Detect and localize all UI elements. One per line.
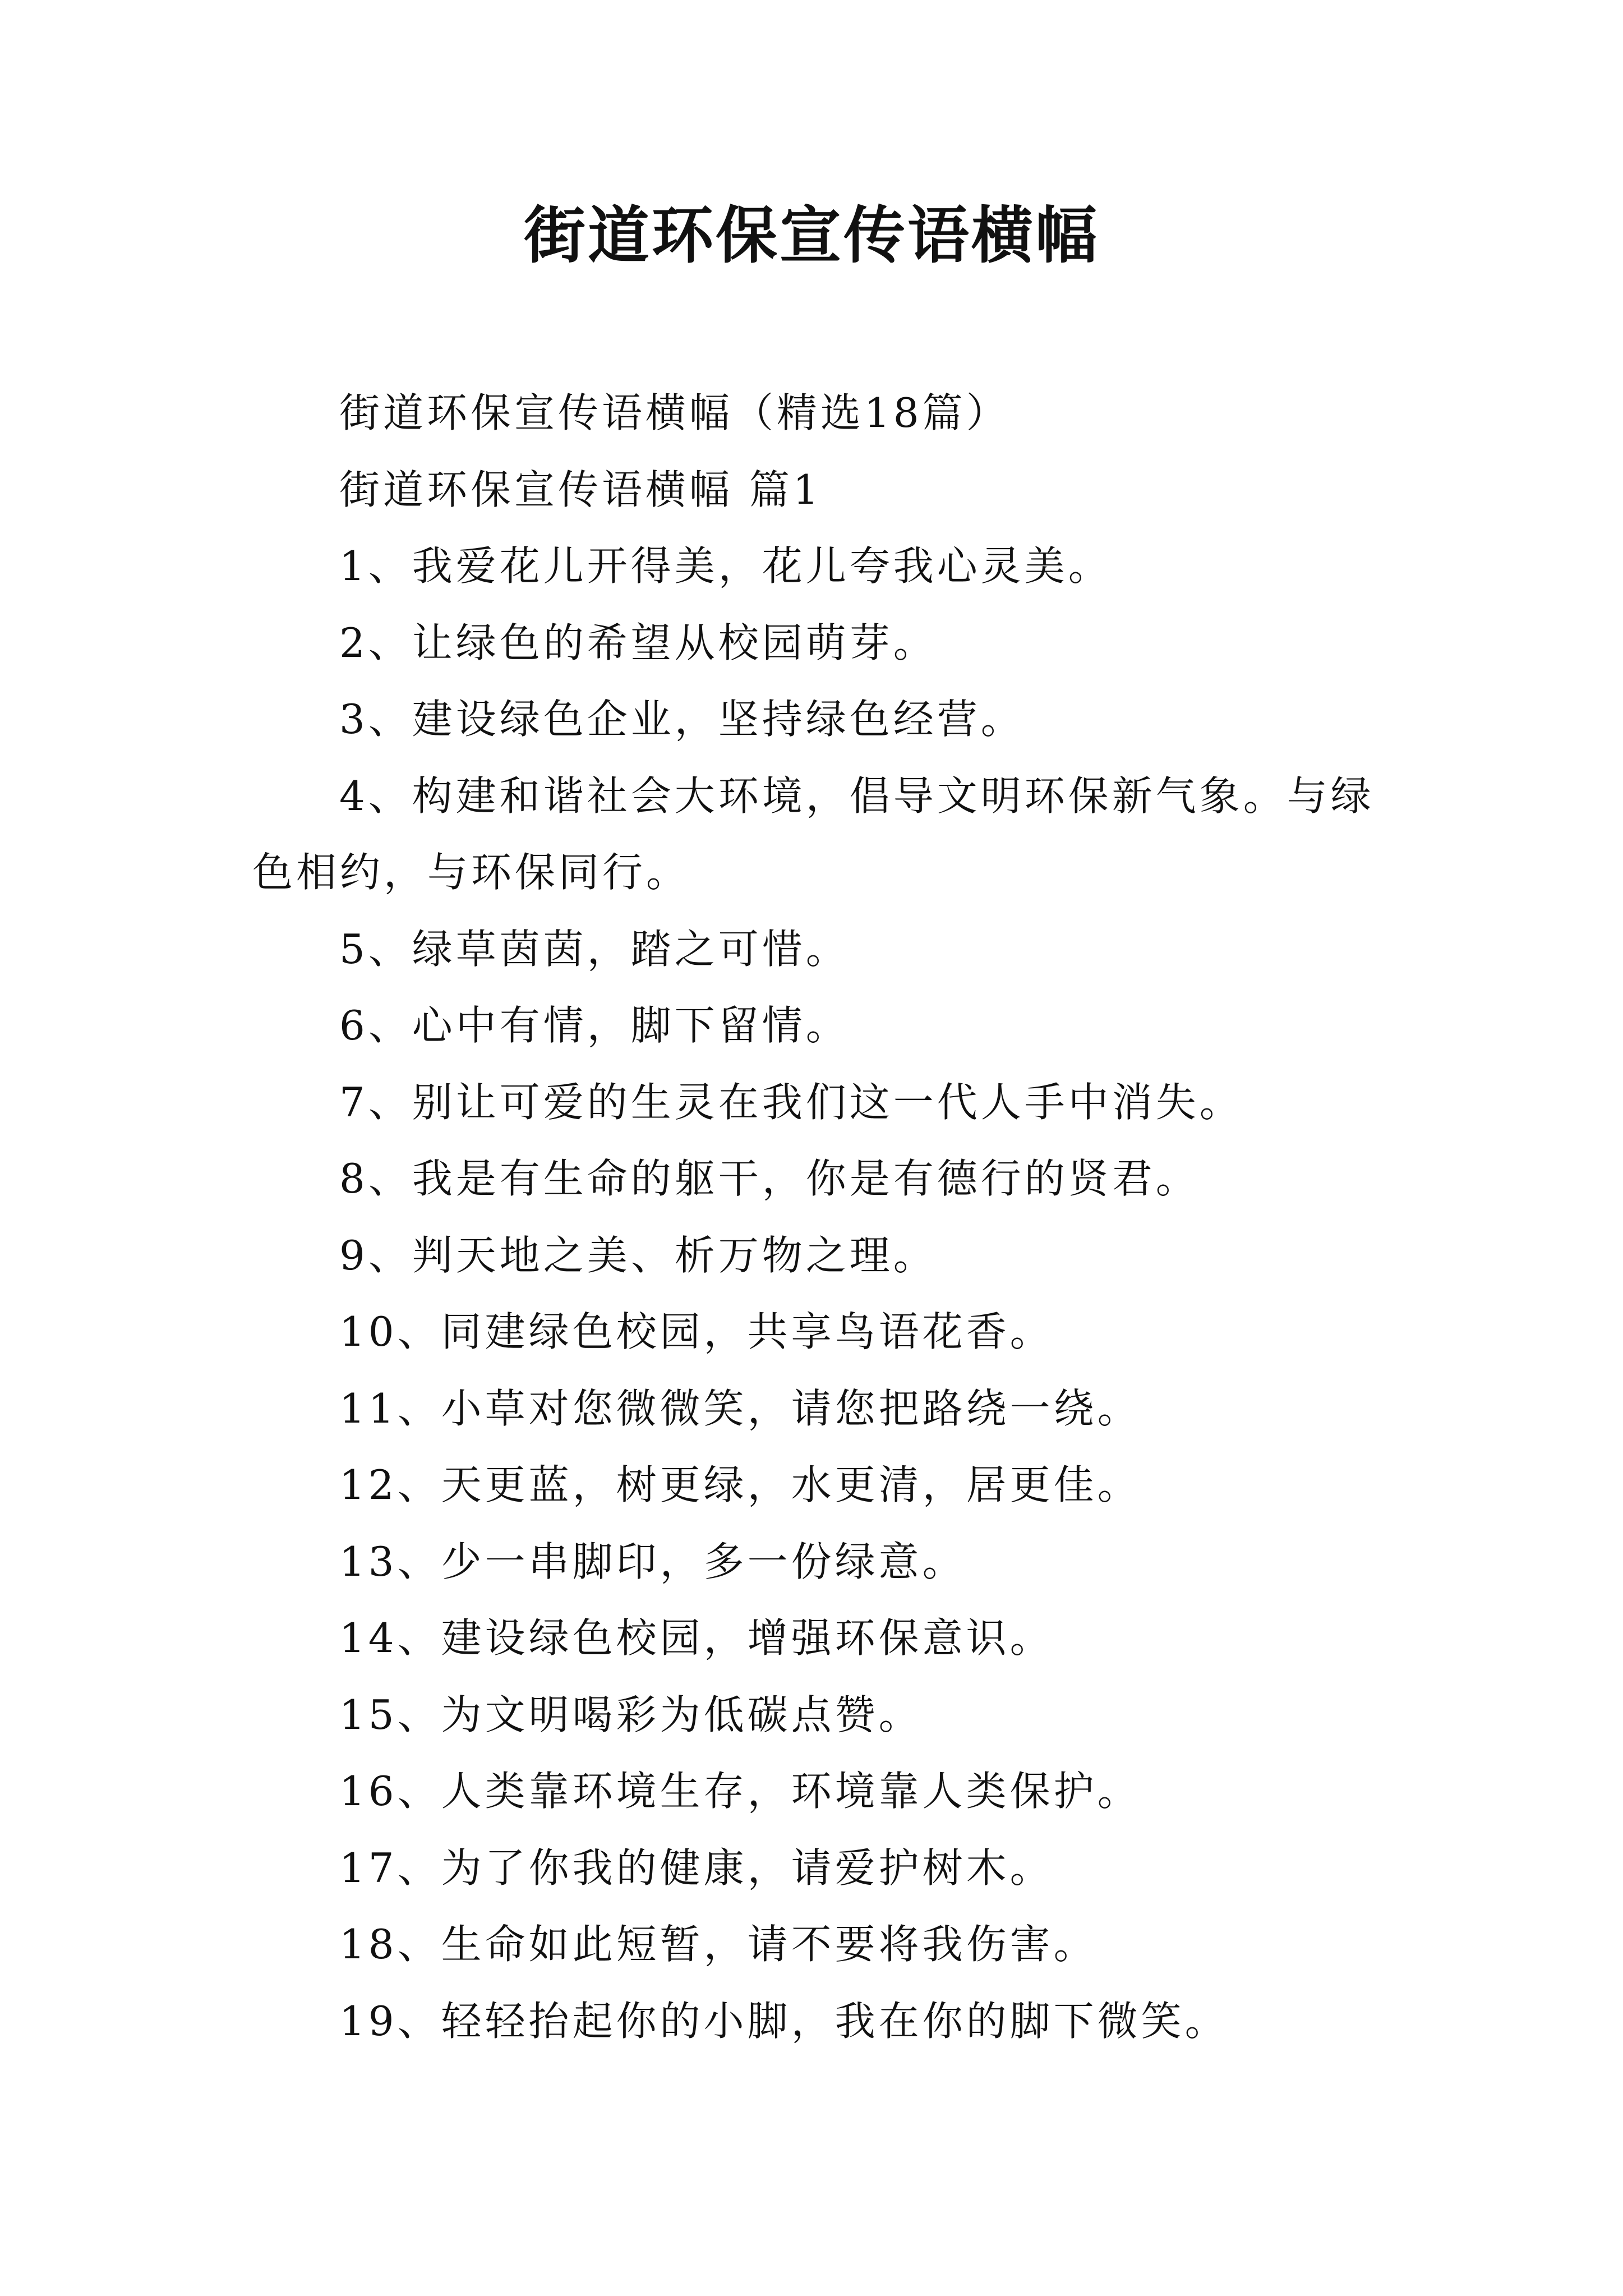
document-title: 街道环保宣传语横幅 — [524, 199, 1099, 272]
list-item: 18、生命如此短暂，请不要将我伤害。 — [339, 1921, 1098, 1968]
list-item: 9、判天地之美、析万物之理。 — [339, 1231, 937, 1279]
list-item: 19、轻轻抬起你的小脚，我在你的脚下微笑。 — [339, 1997, 1229, 2045]
list-item: 7、别让可爱的生灵在我们这一代人手中消失。 — [339, 1078, 1243, 1126]
list-item: 3、建设绿色企业，坚持绿色经营。 — [339, 696, 1025, 743]
list-item: 11、小草对您微微笑，请您把路绕一绕。 — [339, 1384, 1141, 1432]
list-item: 4、构建和谐社会大环境，倡导文明环保新气象。与绿色相约，与环保同行。 — [252, 772, 1375, 896]
list-item: 14、建设绿色校园，增强环保意识。 — [339, 1614, 1054, 1662]
list-item: 8、我是有生命的躯干，你是有德行的贤君。 — [339, 1155, 1200, 1202]
list-item: 5、绿草茵茵，踏之可惜。 — [339, 925, 850, 973]
paragraph-subtitle: 街道环保宣传语横幅（精选18篇） — [339, 389, 1010, 436]
list-item: 1、我爱花儿开得美，花儿夸我心灵美。 — [339, 542, 1112, 590]
list-item: 17、为了你我的健康，请爱护树木。 — [339, 1844, 1054, 1892]
list-item: 2、让绿色的希望从校园萌芽。 — [339, 619, 937, 666]
list-item: 13、少一串脚印，多一份绿意。 — [339, 1538, 966, 1585]
list-item: 6、心中有情，脚下留情。 — [339, 1002, 850, 1049]
document-body — [252, 375, 1391, 2059]
list-item: 15、为文明喝彩为低碳点赞。 — [339, 1691, 923, 1738]
list-item: 12、天更蓝，树更绿，水更清，居更佳。 — [339, 1461, 1141, 1508]
paragraph-section-heading: 街道环保宣传语横幅 篇1 — [339, 466, 822, 513]
list-item: 16、人类靠环境生存，环境靠人类保护。 — [339, 1768, 1141, 1815]
list-item: 10、同建绿色校园，共享鸟语花香。 — [339, 1308, 1054, 1355]
